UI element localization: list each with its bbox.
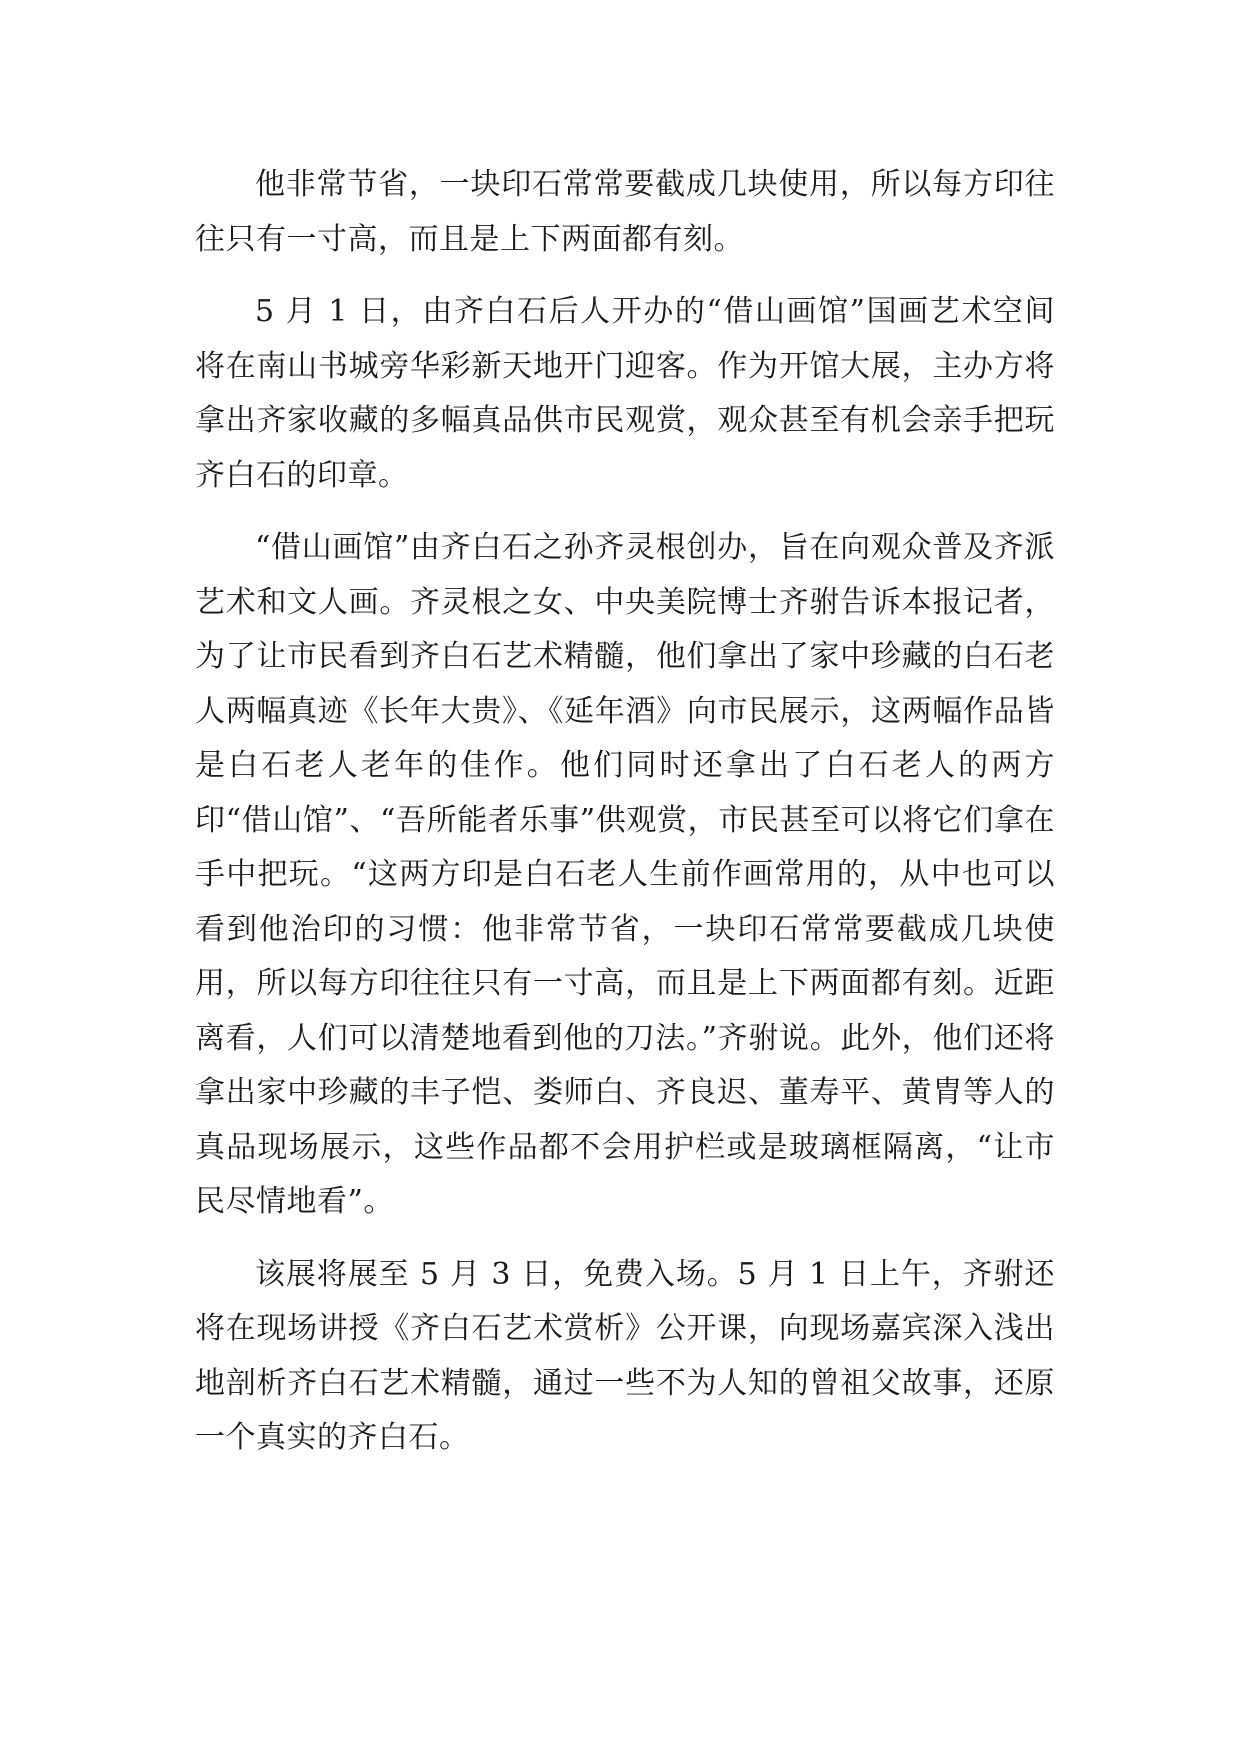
paragraph-4: 该展将展至 5 月 3 日，免费入场。5 月 1 日上午，齐驸还将在现场讲授《齐白石艺术赏析》公开课，向现场嘉宾深入浅出地剖析齐白石艺术精髓，通过一些不为人知的曾祖父故事，还原一个真实的齐白石。 <box>195 1256 1055 1455</box>
paragraph-3: “借山画馆”由齐白石之孙齐灵根创办，旨在向观众普及齐派艺术和文人画。齐灵根之女、中央美院博士齐驸告诉本报记者，为了让市民看到齐白石艺术精髓，他们拿出了家中珍藏的白石老人两幅真迹《长年大贵》、《延年酒》向市民展示，这两幅作品皆是白石老人老年的佳作。他们同时还拿出了白石老人的两方印“借山馆”、“吾所能者乐事”供观赏，市民甚至可以将它们拿在手中把玩。“这两方印是白石老人生前作画常用的，从中也可以看到他治印的习惯：他非常节省，一块印石常常要截成几块使用，所以每方印往往只有一寸高，而且是上下两面都有刻。近距离看，人们可以清楚地看到他的刀法。”齐驸说。此外，他们还将拿出家中珍藏的丰子恺、娄师白、齐良迟、董寿平、黄胄等人的真品现场展示，这些作品都不会用护栏或是玻璃框隔离，“让市民尽情地看”。 <box>195 530 1055 1219</box>
article-body <box>195 158 1055 1484</box>
paragraph-2: 5 月 1 日，由齐白石后人开办的“借山画馆”国画艺术空间将在南山书城旁华彩新天地开门迎客。作为开馆大展，主办方将拿出齐家收藏的多幅真品供市民观赏，观众甚至有机会亲手把玩齐白石的印章。 <box>195 294 1055 493</box>
paragraph-1: 他非常节省，一块印石常常要截成几块使用，所以每方印往往只有一寸高，而且是上下两面都有刻。 <box>195 167 1055 257</box>
